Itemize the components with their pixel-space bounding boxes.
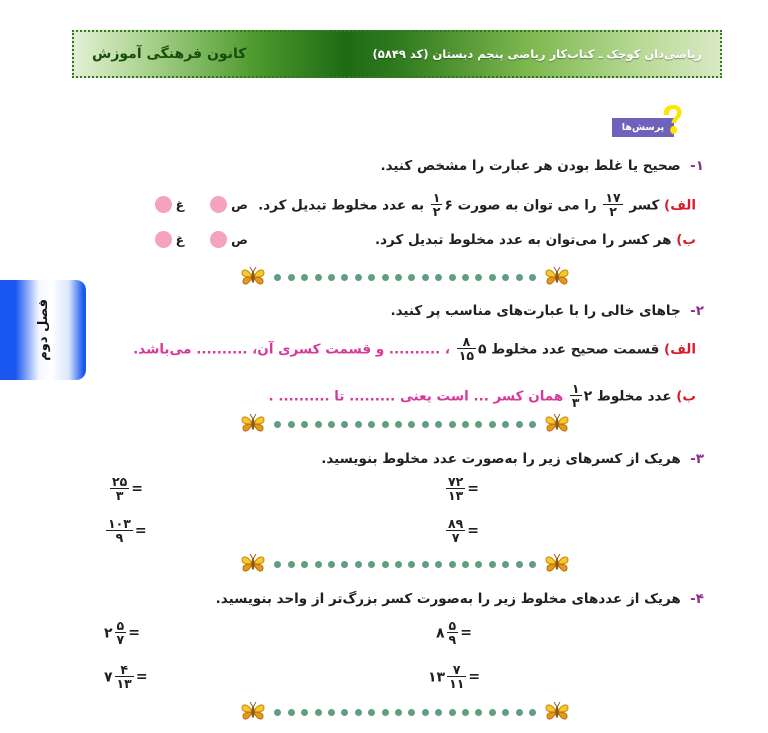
mixed-number-13-7-11	[428, 664, 468, 691]
q4-item-4	[104, 664, 151, 691]
choice-false-b-label: غ	[175, 232, 185, 247]
mixed-denominator: ۱۵	[458, 348, 475, 364]
q3-item-1	[444, 476, 482, 503]
butterfly-icon	[544, 412, 570, 436]
question-1-part-a	[258, 192, 696, 219]
mixed-numerator: ۷	[452, 662, 461, 677]
mixed-numerator: ۵	[116, 618, 125, 633]
fraction-denominator: ۳	[110, 488, 129, 502]
q2-part-a-label: الف)	[664, 341, 696, 358]
fraction-denominator: ۹	[106, 530, 133, 544]
mixed-whole: ۸	[436, 625, 445, 642]
mixed-whole: ۲	[104, 625, 113, 642]
q3-item-4	[104, 518, 150, 545]
question-1-part-b-choices	[155, 231, 248, 248]
mixed-numerator: ۵	[448, 618, 457, 633]
question-2-heading	[390, 303, 704, 319]
mixed-number-2-1-3	[568, 383, 592, 410]
choice-true-a-bubble[interactable]	[210, 196, 227, 213]
divider-1-dots	[266, 274, 544, 281]
choice-false-a-label: غ	[175, 197, 185, 212]
q2-part-a-pre: قسمت صحیح عدد مخلوط	[491, 341, 660, 358]
question-4-text: هریک از عددهای مخلوط زیر را به‌صورت کسر بزرگ‌تر از واحد بنویسید.	[215, 591, 681, 607]
equals-sign: =	[128, 625, 140, 642]
butterfly-icon	[544, 700, 570, 724]
question-2-part-a	[133, 336, 696, 363]
butterfly-icon	[240, 552, 266, 576]
mixed-denominator: ۳	[571, 395, 580, 411]
question-1-part-a-choices	[155, 196, 248, 213]
part-b-text: هر کسر را می‌توان به عدد مخلوط تبدیل کرد.	[375, 232, 672, 248]
divider-3	[240, 552, 570, 576]
choice-true-a[interactable]	[210, 196, 248, 213]
questions-badge-label: پرسش‌ها	[621, 122, 665, 133]
mixed-denominator: ۱۱	[449, 676, 465, 692]
divider-1	[240, 265, 570, 289]
q2-part-b-pre: عدد مخلوط	[596, 388, 672, 405]
divider-4-dots	[266, 709, 544, 716]
butterfly-icon	[544, 265, 570, 289]
choice-true-a-label: ص	[231, 197, 248, 212]
fraction-89-7	[446, 517, 465, 544]
mixed-number-2-5-7	[104, 620, 128, 647]
mixed-denominator: ۷	[116, 632, 125, 648]
mixed-denominator: ۲	[432, 204, 441, 220]
question-3-text: هریک از کسرهای زیر را به‌صورت عدد مخلوط بنویسید.	[321, 451, 681, 467]
q4-item-1	[436, 620, 475, 647]
question-1-text: صحیح یا غلط بودن هر عبارت را مشخص کنید.	[380, 158, 681, 174]
part-a-label: الف)	[664, 197, 696, 214]
question-1-part-b	[375, 232, 696, 248]
part-b-label: ب)	[676, 232, 696, 248]
mixed-whole: ۵	[478, 341, 487, 358]
butterfly-icon	[240, 700, 266, 724]
q2-part-b-blanks: همان کسر ... است یعنی ......... تا .......... .	[268, 388, 564, 405]
mixed-denominator: ۹	[448, 632, 457, 648]
question-3-heading	[321, 451, 704, 467]
question-2-number: ۲-	[690, 303, 704, 319]
mixed-whole: ۷	[104, 669, 113, 686]
part-a-pre: کسر	[629, 197, 660, 214]
choice-true-b-bubble[interactable]	[210, 231, 227, 248]
q4-item-3	[104, 620, 143, 647]
equals-sign: =	[467, 523, 479, 540]
divider-2-dots	[266, 421, 544, 428]
choice-false-a[interactable]	[155, 196, 185, 213]
mixed-number-6-1-2	[429, 192, 453, 219]
butterfly-icon	[544, 552, 570, 576]
divider-4	[240, 700, 570, 724]
fraction-17-2	[603, 191, 622, 218]
q2-part-b-label: ب)	[676, 388, 696, 405]
mixed-fraction	[447, 663, 466, 690]
butterfly-icon	[240, 412, 266, 436]
fraction-numerator: ۲۵	[112, 474, 128, 489]
fraction-103-9	[106, 517, 133, 544]
mixed-fraction	[570, 382, 582, 409]
fraction-denominator: ۱۳	[448, 488, 464, 504]
mixed-numerator: ۱	[432, 190, 441, 205]
mixed-numerator: ۴	[120, 662, 128, 677]
butterfly-icon	[240, 265, 266, 289]
equals-sign: =	[131, 481, 143, 498]
mixed-fraction	[431, 191, 443, 218]
fraction-numerator: ۱۰۳	[108, 516, 131, 531]
mixed-whole: ۲	[583, 388, 593, 405]
q2-part-a-blanks: ، .......... و قسمت کسری آن، .......... می‌باشد.	[133, 341, 451, 358]
part-a-mid: را می توان به صورت	[457, 197, 597, 214]
header-title-left: کانون فرهنگی آموزش	[92, 46, 247, 62]
mixed-fraction	[457, 335, 476, 362]
equals-sign: =	[467, 481, 479, 498]
q3-item-3	[108, 476, 146, 503]
fraction-numerator: ۷۲	[448, 474, 464, 489]
mixed-numerator: ۱	[571, 381, 580, 396]
q3-item-2	[444, 518, 482, 545]
mixed-number-5-8-15	[455, 336, 487, 363]
mixed-denominator: ۱۳	[116, 676, 132, 692]
choice-false-a-bubble[interactable]	[155, 196, 172, 213]
fraction-25-3	[110, 475, 129, 502]
question-2-part-b	[268, 383, 696, 410]
fraction-numerator: ۸۹	[448, 516, 464, 531]
choice-true-b[interactable]	[210, 231, 248, 248]
header-title-right: ریاضی‌دان کوچک ـ کتاب‌کار ریاضی پنجم دبستان (کد ۵۸۴۹)	[372, 47, 702, 61]
equals-sign: =	[468, 669, 481, 686]
divider-2	[240, 412, 570, 436]
question-1-number: ۱-	[690, 158, 704, 174]
divider-3-dots	[266, 561, 544, 568]
chapter-tab-label: فصل دوم	[35, 299, 51, 361]
fraction-72-13	[446, 475, 465, 502]
choice-true-b-label: ص	[231, 232, 248, 247]
choice-false-b[interactable]	[155, 231, 185, 248]
question-4-heading	[216, 591, 704, 607]
fraction-denominator: ۷	[446, 530, 465, 544]
question-1-heading	[380, 158, 704, 174]
fraction-denominator: ۲	[603, 204, 622, 218]
mixed-fraction	[115, 663, 134, 690]
mixed-fraction	[447, 619, 459, 646]
equals-sign: =	[460, 625, 472, 642]
mixed-whole: ۱۳	[428, 669, 446, 686]
equals-sign: =	[135, 669, 148, 686]
equals-sign: =	[134, 523, 147, 540]
q4-item-2	[428, 664, 483, 691]
part-a-post: به عدد مخلوط تبدیل کرد.	[258, 197, 425, 214]
mixed-numerator: ۸	[462, 334, 471, 349]
mixed-fraction	[115, 619, 127, 646]
mixed-whole: ۶	[444, 197, 453, 214]
mixed-number-7-4-13	[104, 664, 136, 691]
choice-false-b-bubble[interactable]	[155, 231, 172, 248]
question-2-text: جاهای خالی را با عبارت‌های مناسب پر کنید.	[390, 303, 681, 319]
fraction-numerator: ۱۷	[605, 190, 621, 205]
question-4-number: ۴-	[690, 591, 704, 607]
mixed-number-8-5-9	[436, 620, 460, 647]
question-3-number: ۳-	[690, 451, 704, 467]
